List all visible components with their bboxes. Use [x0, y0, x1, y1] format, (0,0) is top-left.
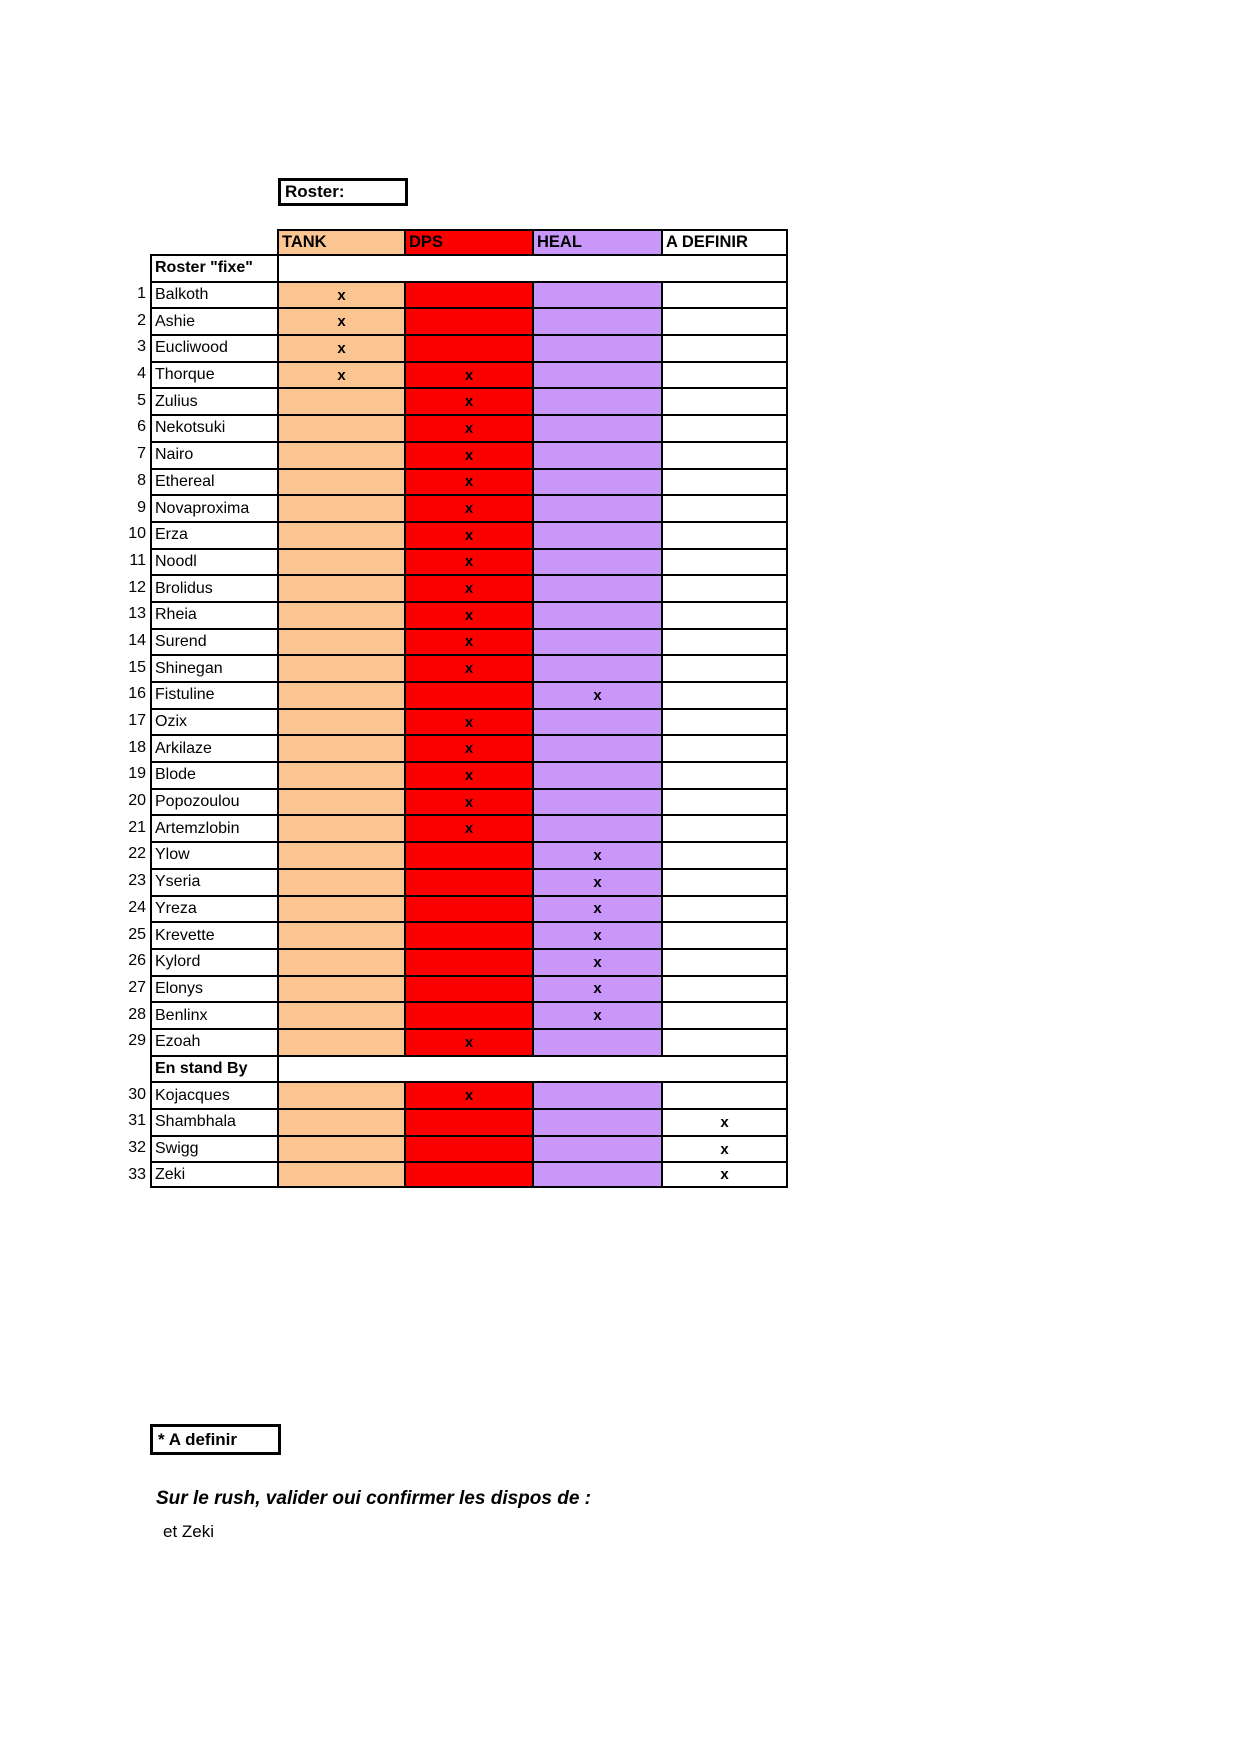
dps-cell: x [404, 1028, 532, 1055]
dps-cell: x [404, 387, 532, 414]
heal-cell [532, 361, 661, 388]
player-name-cell: Swigg [150, 1135, 277, 1162]
heal-cell: x [532, 868, 661, 895]
heal-cell [532, 1135, 661, 1162]
player-name-cell: Krevette [150, 921, 277, 948]
roster-row [124, 361, 788, 388]
adefinir-cell [661, 494, 788, 521]
tank-cell [277, 975, 404, 1002]
heal-cell [532, 414, 661, 441]
adefinir-cell [661, 948, 788, 975]
player-name-cell: Nairo [150, 441, 277, 468]
adefinir-cell [661, 868, 788, 895]
roster-row [124, 548, 788, 575]
player-name-cell: Yseria [150, 868, 277, 895]
row-number: 33 [128, 1165, 146, 1183]
tank-cell [277, 628, 404, 655]
player-name-cell: Ylow [150, 841, 277, 868]
row-number: 19 [128, 765, 146, 783]
heal-cell [532, 734, 661, 761]
roster-row [124, 334, 788, 361]
tank-cell [277, 814, 404, 841]
player-name-cell: Novaproxima [150, 494, 277, 521]
row-number: 25 [128, 925, 146, 943]
row-number-gutter [124, 254, 150, 281]
adefinir-cell [661, 574, 788, 601]
adefinir-cell [661, 334, 788, 361]
roster-row [124, 441, 788, 468]
tank-cell [277, 1001, 404, 1028]
adefinir-cell [661, 414, 788, 441]
roster-title-box [278, 178, 408, 206]
section-header-row [124, 1055, 788, 1082]
row-number-gutter [124, 1055, 150, 1082]
tank-cell [277, 708, 404, 735]
heal-cell [532, 1081, 661, 1108]
tank-cell [277, 1028, 404, 1055]
tank-cell [277, 734, 404, 761]
roster-row [124, 788, 788, 815]
row-number: 11 [129, 551, 146, 569]
row-number: 12 [128, 578, 146, 596]
adefinir-cell [661, 628, 788, 655]
adefinir-cell [661, 601, 788, 628]
a-definir-label: * A definir [158, 1429, 238, 1449]
column-header-adefinir: A DEFINIR [661, 229, 788, 256]
row-number: 21 [128, 818, 146, 836]
player-name-cell: Noodl [150, 548, 277, 575]
footer-note: Sur le rush, valider oui confirmer les dispos de : [156, 1488, 592, 1509]
player-name-cell: Blode [150, 761, 277, 788]
dps-cell [404, 1135, 532, 1162]
heal-cell [532, 628, 661, 655]
adefinir-cell: x [661, 1135, 788, 1162]
dps-cell: x [404, 548, 532, 575]
player-name-cell: Ezoah [150, 1028, 277, 1055]
adefinir-cell [661, 841, 788, 868]
adefinir-cell [661, 361, 788, 388]
heal-cell [532, 307, 661, 334]
dps-cell: x [404, 468, 532, 495]
column-header-heal: HEAL [532, 229, 661, 256]
roster-row [124, 1081, 788, 1108]
tank-cell [277, 601, 404, 628]
dps-cell [404, 895, 532, 922]
roster-row [124, 895, 788, 922]
roster-row [124, 414, 788, 441]
adefinir-cell [661, 788, 788, 815]
row-number: 20 [128, 792, 146, 810]
heal-cell [532, 494, 661, 521]
roster-table [124, 254, 788, 1188]
roster-row [124, 468, 788, 495]
player-name-cell: Zulius [150, 387, 277, 414]
roster-row [124, 601, 788, 628]
dps-cell: x [404, 628, 532, 655]
dps-cell [404, 975, 532, 1002]
row-number: 16 [128, 685, 146, 703]
adefinir-cell [661, 734, 788, 761]
heal-cell: x [532, 921, 661, 948]
roster-row [124, 761, 788, 788]
adefinir-cell: x [661, 1108, 788, 1135]
player-name-cell: Benlinx [150, 1001, 277, 1028]
tank-cell [277, 574, 404, 601]
heal-cell: x [532, 895, 661, 922]
roster-row [124, 975, 788, 1002]
heal-cell [532, 334, 661, 361]
player-name-cell: Shinegan [150, 654, 277, 681]
dps-cell: x [404, 521, 532, 548]
tank-cell [277, 1108, 404, 1135]
player-name-cell: Arkilaze [150, 734, 277, 761]
dps-cell: x [404, 441, 532, 468]
dps-cell [404, 681, 532, 708]
row-number: 17 [128, 712, 146, 730]
player-name-cell: Ashie [150, 307, 277, 334]
roster-row [124, 307, 788, 334]
dps-cell [404, 281, 532, 308]
tank-cell [277, 681, 404, 708]
roster-row [124, 841, 788, 868]
row-number: 27 [128, 978, 146, 996]
adefinir-cell [661, 654, 788, 681]
row-number: 28 [128, 1005, 146, 1023]
player-name-cell: Elonys [150, 975, 277, 1002]
player-name-cell: Erza [150, 521, 277, 548]
section-title: En stand By [150, 1055, 277, 1082]
roster-row [124, 1001, 788, 1028]
tank-cell [277, 1135, 404, 1162]
tank-cell: x [277, 307, 404, 334]
player-name-cell: Thorque [150, 361, 277, 388]
tank-cell [277, 414, 404, 441]
roster-row [124, 387, 788, 414]
player-name-cell: Zeki [150, 1161, 277, 1188]
tank-cell [277, 948, 404, 975]
footer-subnote: et Zeki [163, 1522, 215, 1541]
adefinir-cell [661, 441, 788, 468]
tank-cell: x [277, 334, 404, 361]
roster-row [124, 628, 788, 655]
heal-cell [532, 387, 661, 414]
roster-row [124, 1135, 788, 1162]
player-name-cell: Kylord [150, 948, 277, 975]
roster-row [124, 1108, 788, 1135]
heal-cell [532, 1161, 661, 1188]
player-name-cell: Popozoulou [150, 788, 277, 815]
roster-row [124, 814, 788, 841]
dps-cell [404, 334, 532, 361]
adefinir-cell [661, 708, 788, 735]
player-name-cell: Yreza [150, 895, 277, 922]
heal-cell: x [532, 948, 661, 975]
tank-cell [277, 468, 404, 495]
roster-row [124, 921, 788, 948]
row-number: 14 [128, 631, 146, 649]
adefinir-cell [661, 895, 788, 922]
player-name-cell: Eucliwood [150, 334, 277, 361]
section-header-row [124, 254, 788, 281]
dps-cell [404, 948, 532, 975]
adefinir-cell [661, 975, 788, 1002]
tank-cell: x [277, 361, 404, 388]
roster-row [124, 494, 788, 521]
adefinir-cell [661, 281, 788, 308]
row-number: 26 [128, 952, 146, 970]
column-header-dps: DPS [404, 229, 532, 256]
dps-cell: x [404, 574, 532, 601]
player-name-cell: Nekotsuki [150, 414, 277, 441]
dps-cell [404, 1161, 532, 1188]
heal-cell [532, 548, 661, 575]
dps-cell: x [404, 708, 532, 735]
roster-row [124, 708, 788, 735]
a-definir-box [150, 1424, 281, 1455]
row-number: 29 [128, 1032, 146, 1050]
section-header-spacer [277, 1055, 788, 1082]
tank-cell [277, 1081, 404, 1108]
roster-row [124, 281, 788, 308]
dps-cell: x [404, 1081, 532, 1108]
adefinir-cell [661, 814, 788, 841]
row-number: 24 [128, 898, 146, 916]
row-number: 9 [137, 498, 146, 516]
dps-cell: x [404, 414, 532, 441]
adefinir-cell [661, 1001, 788, 1028]
tank-cell [277, 1161, 404, 1188]
player-name-cell: Rheia [150, 601, 277, 628]
tank-cell [277, 788, 404, 815]
adefinir-cell [661, 1028, 788, 1055]
adefinir-cell [661, 1081, 788, 1108]
heal-cell [532, 814, 661, 841]
adefinir-cell [661, 548, 788, 575]
tank-cell: x [277, 281, 404, 308]
roster-row [124, 1161, 788, 1188]
heal-cell [532, 1108, 661, 1135]
tank-cell [277, 387, 404, 414]
heal-cell [532, 654, 661, 681]
roster-row [124, 948, 788, 975]
adefinir-cell [661, 521, 788, 548]
dps-cell [404, 307, 532, 334]
player-name-cell: Ozix [150, 708, 277, 735]
tank-cell [277, 761, 404, 788]
player-name-cell: Artemzlobin [150, 814, 277, 841]
heal-cell [532, 788, 661, 815]
adefinir-cell [661, 387, 788, 414]
player-name-cell: Balkoth [150, 281, 277, 308]
heal-cell [532, 601, 661, 628]
heal-cell [532, 441, 661, 468]
player-name-cell: Shambhala [150, 1108, 277, 1135]
row-number: 30 [128, 1085, 146, 1103]
row-number: 13 [128, 605, 146, 623]
player-name-cell: Ethereal [150, 468, 277, 495]
section-header-spacer [277, 254, 788, 281]
dps-cell [404, 921, 532, 948]
roster-row [124, 681, 788, 708]
heal-cell [532, 761, 661, 788]
heal-cell [532, 708, 661, 735]
dps-cell: x [404, 761, 532, 788]
tank-cell [277, 494, 404, 521]
row-number: 31 [128, 1112, 146, 1130]
heal-cell: x [532, 975, 661, 1002]
adefinir-cell [661, 307, 788, 334]
row-number: 10 [128, 525, 146, 543]
dps-cell: x [404, 601, 532, 628]
tank-cell [277, 521, 404, 548]
dps-cell: x [404, 788, 532, 815]
heal-cell [532, 281, 661, 308]
dps-cell [404, 1108, 532, 1135]
heal-cell [532, 468, 661, 495]
dps-cell: x [404, 361, 532, 388]
roster-row [124, 734, 788, 761]
player-name-cell: Surend [150, 628, 277, 655]
section-title: Roster "fixe" [150, 254, 277, 281]
heal-cell [532, 574, 661, 601]
dps-cell [404, 868, 532, 895]
tank-cell [277, 921, 404, 948]
dps-cell: x [404, 734, 532, 761]
tank-cell [277, 441, 404, 468]
tank-cell [277, 895, 404, 922]
row-number: 15 [128, 658, 146, 676]
row-number: 4 [137, 365, 146, 383]
adefinir-cell [661, 921, 788, 948]
roster-row [124, 574, 788, 601]
player-name-cell: Fistuline [150, 681, 277, 708]
tank-cell [277, 841, 404, 868]
heal-cell: x [532, 1001, 661, 1028]
heal-cell [532, 521, 661, 548]
row-number: 2 [137, 311, 146, 329]
row-number: 32 [128, 1139, 146, 1157]
player-name-cell: Brolidus [150, 574, 277, 601]
column-header-row [277, 229, 788, 256]
dps-cell: x [404, 654, 532, 681]
row-number: 8 [137, 471, 146, 489]
roster-row [124, 654, 788, 681]
row-number: 18 [128, 738, 146, 756]
dps-cell: x [404, 494, 532, 521]
row-number: 23 [128, 872, 146, 890]
row-number: 5 [137, 391, 146, 409]
tank-cell [277, 548, 404, 575]
roster-title: Roster: [285, 182, 345, 201]
dps-cell: x [404, 814, 532, 841]
row-number: 6 [137, 418, 146, 436]
heal-cell [532, 1028, 661, 1055]
row-number: 7 [137, 445, 146, 463]
adefinir-cell [661, 468, 788, 495]
roster-row [124, 1028, 788, 1055]
tank-cell [277, 868, 404, 895]
row-number: 1 [137, 285, 146, 303]
adefinir-cell: x [661, 1161, 788, 1188]
row-number: 22 [128, 845, 146, 863]
dps-cell [404, 1001, 532, 1028]
tank-cell [277, 654, 404, 681]
adefinir-cell [661, 681, 788, 708]
dps-cell [404, 841, 532, 868]
roster-row [124, 521, 788, 548]
row-number: 3 [137, 338, 146, 356]
column-header-tank: TANK [277, 229, 404, 256]
heal-cell: x [532, 841, 661, 868]
adefinir-cell [661, 761, 788, 788]
heal-cell: x [532, 681, 661, 708]
roster-row [124, 868, 788, 895]
player-name-cell: Kojacques [150, 1081, 277, 1108]
